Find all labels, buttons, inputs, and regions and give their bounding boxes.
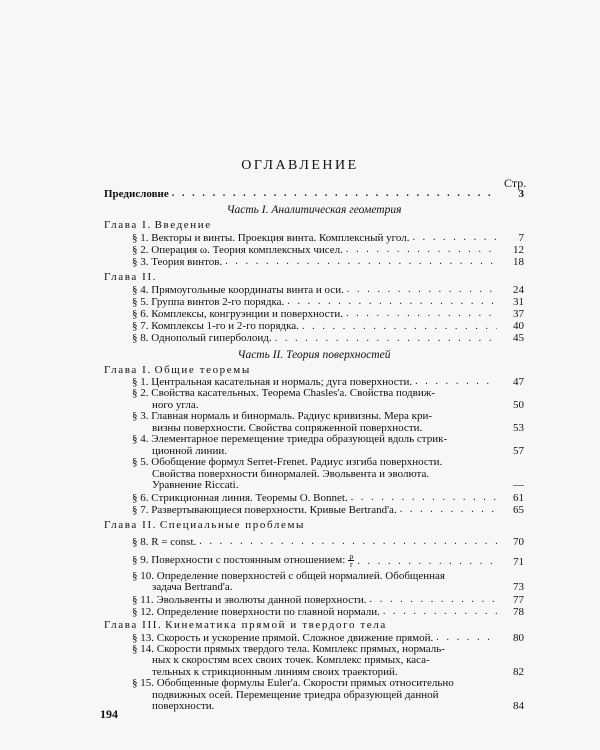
toc-entry[interactable]: § 8. R = const. . . . 70 [104,532,524,548]
part-heading: Часть II. Теория поверхностей [237,348,391,361]
toc-entry[interactable]: § 3. Главная нормаль и бинормаль. Радиус кривизны. Мера кри- визны поверхности. Свойства сопряженной поверхности. 53 [132,410,524,434]
toc-entry[interactable]: § 15. Обобщенные формулы Euler'a. Скорости прямых относительно подвижных осей. Перемещение триедра образующей данной поверхности. 84 [132,677,524,713]
chapter-heading: Глава I. Введение [104,219,212,232]
chapter-heading: Глава III. Кинематика прямой и твердого тела [104,619,387,632]
toc-entry[interactable]: § 9. Поверхности с постоянным отношением: $\frac{\rho}{r}$ . . . 71 [104,548,524,568]
toc-entry[interactable]: § 13. Скорость и ускорение прямой. Сложное движение прямой. . . . 80 [104,632,524,644]
toc-entry[interactable]: § 1. Центральная касательная и нормаль; дуга поверхности. . . . 47 [104,376,524,388]
toc-entry[interactable]: § 8. Однополый гиперболоид. . . . 45 [104,333,524,345]
toc-entry[interactable]: § 1. Векторы и винты. Проекция винта. Комплексный угол. . . . 7 [104,232,524,244]
toc-entry[interactable]: § 7. Комплексы 1-го и 2-го порядка. . . . 40 [104,320,524,332]
toc-entry[interactable]: § 3. Теория винтов. . . . 18 [104,256,524,268]
toc-entry[interactable]: § 2. Свойства касательных. Теорема Chasles'a. Свойства подвиж- ного угла. 50 [132,387,524,411]
chapter-heading: Глава II. Специальные проблемы [104,519,306,532]
chapter-heading: Глава I. Общие теоремы [104,363,251,376]
toc-entry[interactable]: § 7. Развертывающиеся поверхности. Кривые Bertrand'a. . . . 65 [104,504,524,516]
toc-entry[interactable]: § 4. Элементарное перемещение триедра образующей вдоль стрик- ционной линии. 57 [132,433,524,457]
toc-entry[interactable]: § 14. Скорости прямых твердого тела. Комплекс прямых, нормаль- ных к скоростям всех своих точек. Комплекс прямых, каса- тельных к стрикционным линиям своих траекторий. 82 [132,642,524,678]
toc-entry[interactable]: § 12. Определение поверхности по главной нормали. . . . 78 [104,606,524,618]
toc-entry[interactable]: § 6. Комплексы, конгруэнции и поверхности. . . . 37 [104,308,524,320]
chapter-heading: Глава II. [104,271,158,284]
page-number: 194 [100,707,118,721]
toc-entry[interactable]: § 10. Определение поверхностей с общей нормалией. Обобщенная задача Bertrand'a. 73 [132,569,524,594]
toc-entry[interactable]: § 5. Обобщение формул Serret-Frenet. Радиус изгиба поверхности. Свойства поверхности бинормалей. Эвольвента и эволюта. Уравнение Riccati. — [132,456,524,492]
toc-entry-preface[interactable]: Предисловие . . . 3 [104,188,524,200]
page-column-header: Стр. [504,176,527,190]
toc-entry[interactable]: § 4. Прямоугольные координаты винта и оси. . . . 24 [104,284,524,296]
fraction: $\frac{\rho}{r}$ [349,551,354,569]
part-heading: Часть I. Аналитическая геометрия [226,204,402,217]
toc-entry[interactable]: § 6. Стрикционная линия. Теоремы O. Bonnet. . . . 61 [104,492,524,504]
toc-entry[interactable]: § 11. Эвольвенты и эволюты данной поверхности. . . . 77 [104,594,524,606]
toc-entry[interactable]: § 5. Группа винтов 2-го порядка. . . . 31 [104,296,524,308]
toc-entry[interactable]: § 2. Операция ω. Теория комплексных чисел. . . . 12 [104,244,524,256]
page-title: ОГЛАВЛЕНИЕ [241,158,359,173]
table-of-contents [104,188,524,713]
